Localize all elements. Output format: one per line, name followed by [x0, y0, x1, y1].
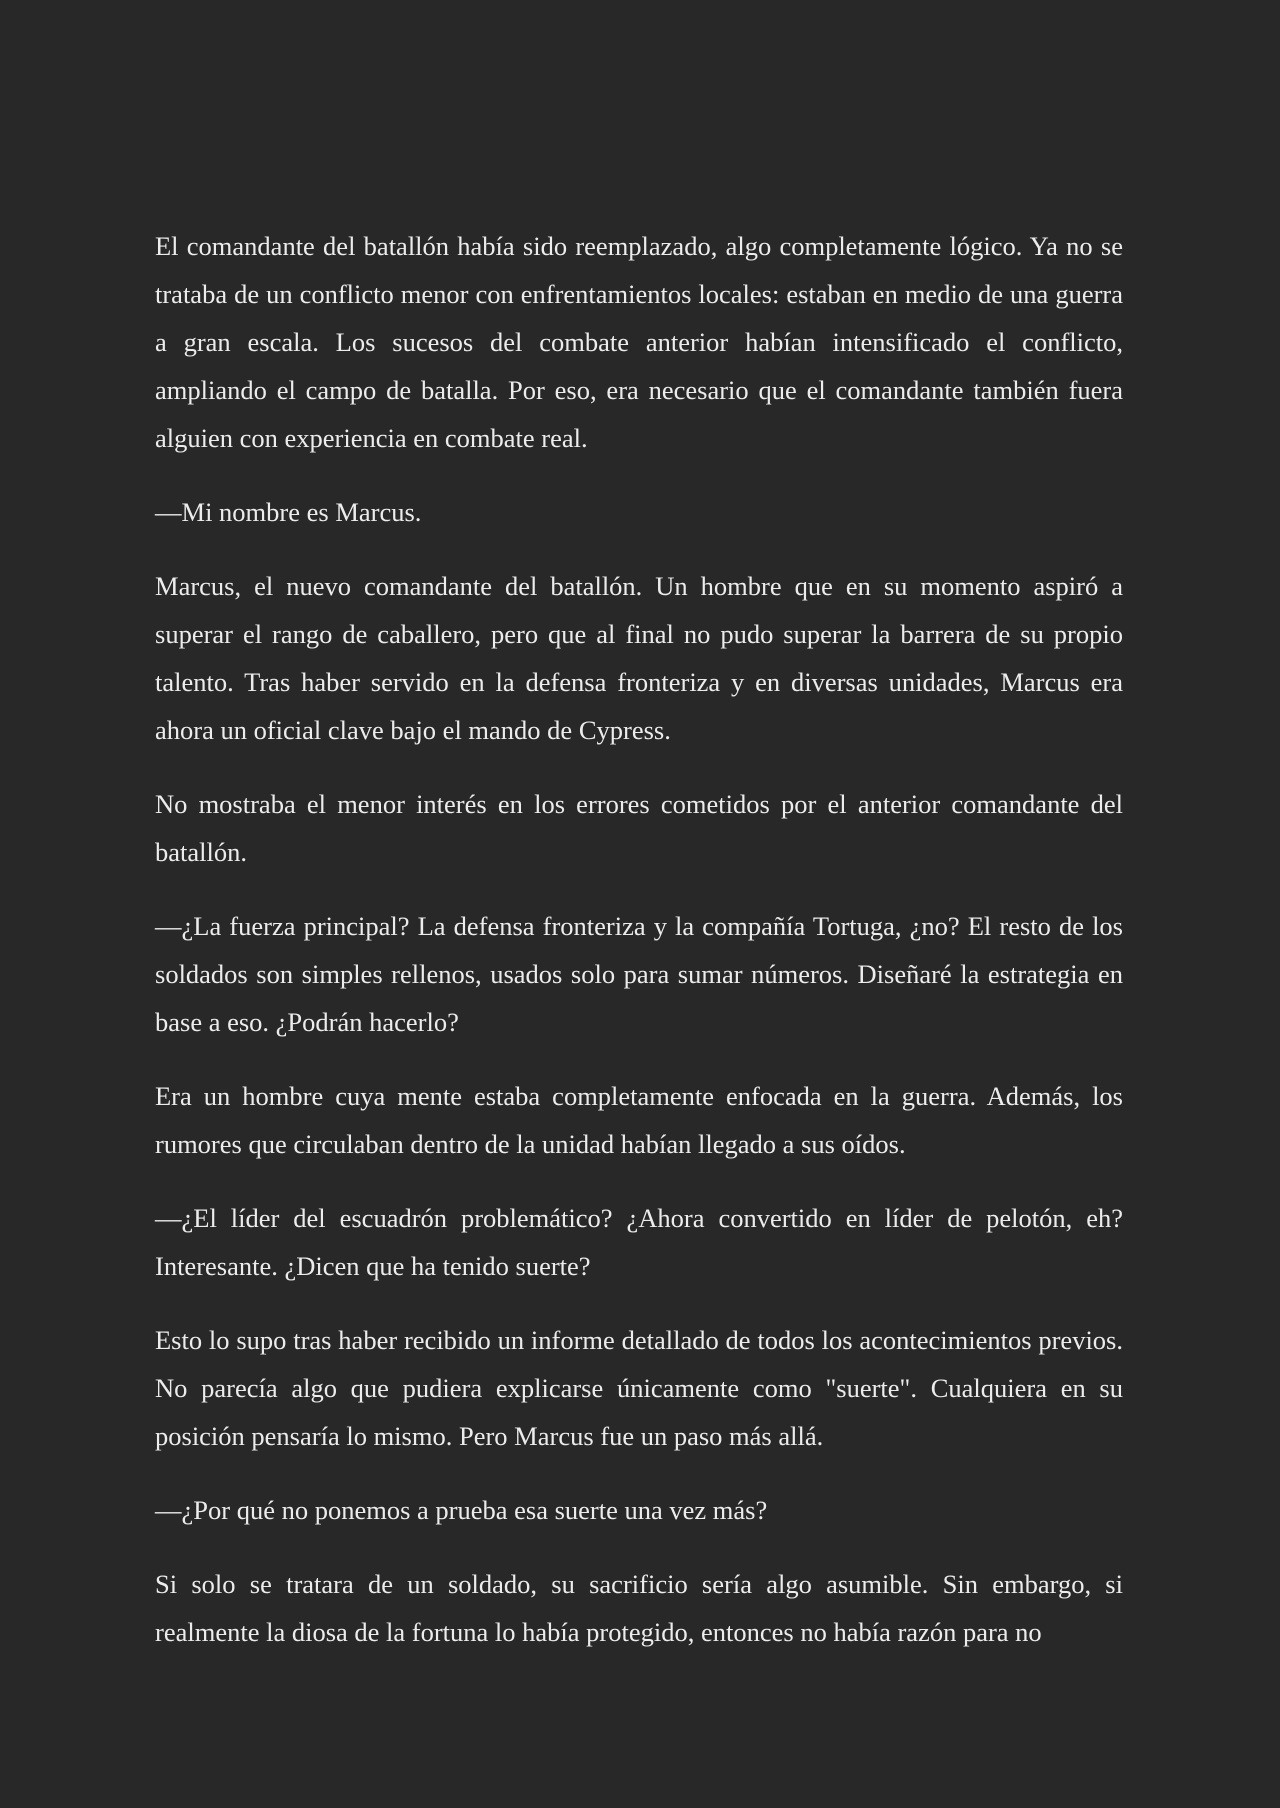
paragraph-8: Esto lo supo tras haber recibido un informe detallado de todos los acontecimientos previos. No parecía algo que pudiera explicarse únicamente como "suerte". Cualquiera en su posición pensaría lo mismo. Pero Marcus fue un paso más allá.	[155, 1325, 1123, 1451]
paragraph-4: No mostraba el menor interés en los errores cometidos por el anterior comandante del batallón.	[155, 789, 1123, 867]
paragraph-6: Era un hombre cuya mente estaba completamente enfocada en la guerra. Además, los rumores que circulaban dentro de la unidad habían llegado a sus oídos.	[155, 1081, 1123, 1159]
paragraph-3: Marcus, el nuevo comandante del batallón. Un hombre que en su momento aspiró a superar el rango de caballero, pero que al final no pudo superar la barrera de su propio talento. Tras haber servido en la defensa fronteriza y en diversas unidades, Marcus era ahora un oficial clave bajo el mando de Cypress.	[155, 571, 1123, 745]
reader-page	[155, 222, 1123, 1682]
paragraph-10: Si solo se tratara de un soldado, su sacrificio sería algo asumible. Sin embargo, si realmente la diosa de la fortuna lo había protegido, entonces no había razón para no	[155, 1569, 1123, 1647]
paragraph-1: El comandante del batallón había sido reemplazado, algo completamente lógico. Ya no se trataba de un conflicto menor con enfrentamientos locales: estaban en medio de una guerra a gran escala. Los sucesos del combate anterior habían intensificado el conflicto, ampliando el campo de batalla. Por eso, era necesario que el comandante también fuera alguien con experiencia en combate real.	[155, 231, 1123, 453]
paragraph-5: —¿La fuerza principal? La defensa fronteriza y la compañía Tortuga, ¿no? El resto de los soldados son simples rellenos, usados solo para sumar números. Diseñaré la estrategia en base a eso. ¿Podrán hacerlo?	[155, 911, 1123, 1037]
paragraph-7: —¿El líder del escuadrón problemático? ¿Ahora convertido en líder de pelotón, eh? Interesante. ¿Dicen que ha tenido suerte?	[155, 1203, 1123, 1281]
paragraph-2: —Mi nombre es Marcus.	[155, 497, 422, 527]
paragraph-9: —¿Por qué no ponemos a prueba esa suerte una vez más?	[155, 1495, 768, 1525]
